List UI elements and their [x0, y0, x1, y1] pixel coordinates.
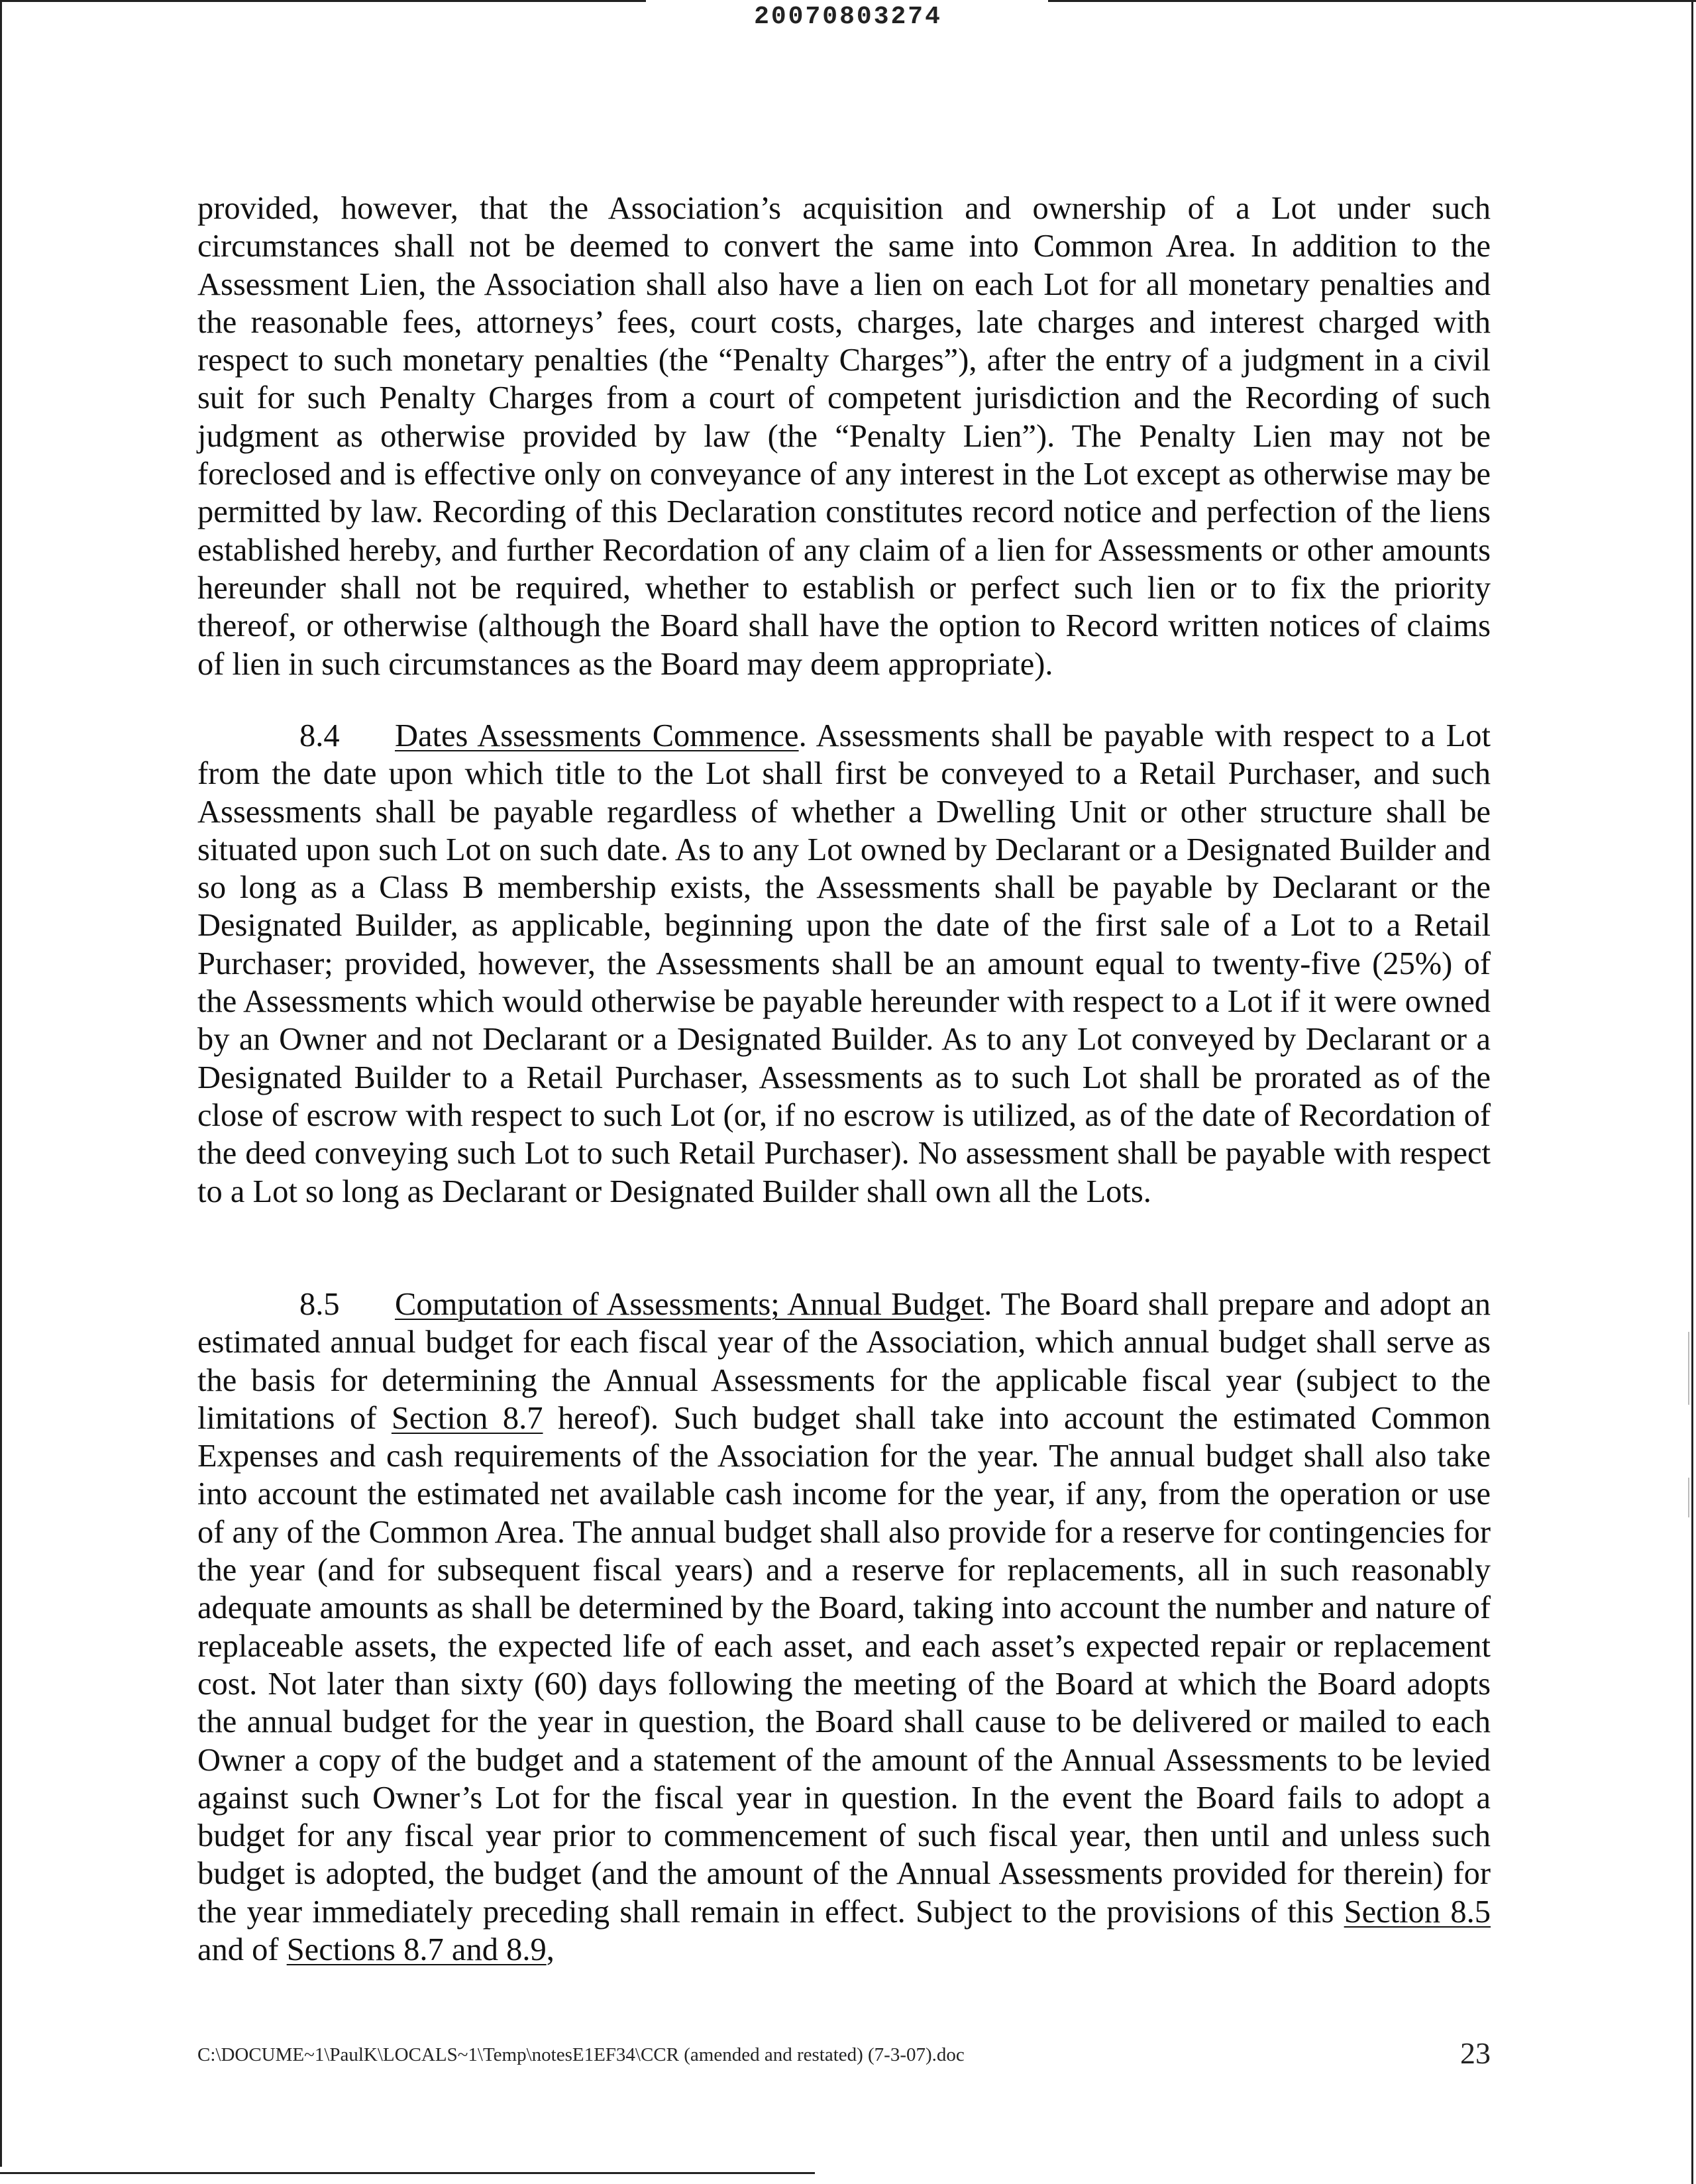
- section-reference: Section 8.7: [391, 1400, 543, 1436]
- section-number: 8.4: [299, 718, 340, 753]
- section-text-part: hereof). Such budget shall take into account the estimated Common Expenses and cash requirements of the Association for the year. The annual budget shall also take into account the estimated net available cash income for the year, if any, from the operation or use of any of the Common Area. The annual budget shall also provide for a reserve for contingencies for the year (and for subsequent fiscal years) and a reserve for replacements, all in such reasonably adequate amounts as shall be determined by the Board, taking into account the number and nature of replaceable assets, the expected life of each asset, and each asset’s expected repair or replacement cost. Not later than sixty (60) days following the meeting of the Board at which the Board adopts the annual budget for the year in question, the Board shall cause to be delivered or mailed to each Owner a copy of the budget and a statement of the amount of the Annual Assessments to be levied against such Owner’s Lot for the fiscal year in question. In the event the Board fails to adopt a budget for any fiscal year prior to commencement of such fiscal year, then until and unless such budget is adopted, the budget (and the amount of the Annual Assessments provided for therein) for the year immediately preceding shall remain in effect. Subject to the provisions of this: [197, 1400, 1491, 1930]
- scan-mark: [1688, 1332, 1689, 1405]
- paragraph-lien-continuation: [197, 190, 1491, 683]
- scan-mark: [1688, 1478, 1689, 1517]
- page-number: 23: [1460, 2036, 1491, 2070]
- section-heading: Dates Assessments Commence: [395, 718, 799, 753]
- section-number: 8.5: [299, 1287, 340, 1322]
- top-rule-right: [1048, 0, 1696, 2]
- recording-number: 20070803274: [754, 3, 942, 31]
- section-text: . Assessments shall be payable with respect to a Lot from the date upon which title to the Lot shall first be conveyed to a Retail Purchaser, and such Assessments shall be payable regardless of whether a Dwelling Unit or other structure shall be situated upon such Lot on such date. As to any Lot owned by Declarant or a Designated Builder and so long as a Class B membership exists, the Assessments shall be payable by Declarant or the Designated Builder, as applicable, beginning upon the date of the first sale of a Lot to a Retail Purchaser; provided, however, the Assessments shall be an amount equal to twenty-five (25%) of the Assessments which would otherwise be payable hereunder with respect to a Lot if it were owned by an Owner and not Declarant or a Designated Builder. As to any Lot conveyed by Declarant or a Designated Builder to a Retail Purchaser, Assessments as to such Lot shall be prorated as of the close of escrow with respect to such Lot (or, if no escrow is utilized, as of the date of Recordation of the deed conveying such Lot to such Retail Purchaser). No assessment shall be payable with respect to a Lot so long as Declarant or Designated Builder shall own all the Lots.: [197, 718, 1491, 1209]
- section-8-5: [197, 1285, 1491, 1969]
- footer-file-path: C:\DOCUME~1\PaulK\LOCALS~1\Temp\notesE1EF34\CCR (amended and restated) (7-3-07).doc: [197, 2044, 965, 2065]
- bottom-rule: [0, 2172, 815, 2174]
- section-8-4: [197, 717, 1491, 1211]
- section-text-part: and of: [197, 1932, 287, 1968]
- section-reference: Sections 8.7 and 8.9: [286, 1932, 547, 1968]
- top-rule-left: [0, 0, 646, 2]
- section-heading: Computation of Assessments; Annual Budget: [395, 1287, 984, 1322]
- paragraph-text: provided, however, that the Association’s acquisition and ownership of a Lot under such circumstances shall not be deemed to convert the same into Common Area. In addition to the Assessment Lien, the Association shall also have a lien on each Lot for all monetary penalties and the reasonable fees, attorneys’ fees, court costs, charges, late charges and interest charged with respect to such monetary penalties (the “Penalty Charges”), after the entry of a judgment in a civil suit for such Penalty Charges from a court of competent jurisdiction and the Recording of such judgment as otherwise provided by law (the “Penalty Lien”). The Penalty Lien may not be foreclosed and is effective only on conveyance of any interest in the Lot except as otherwise may be permitted by law. Recording of this Declaration constitutes record notice and perfection of the liens established hereby, and further Recordation of any claim of a lien for Assessments or other amounts hereunder shall not be required, whether to establish or perfect such lien or to fix the priority thereof, or otherwise (although the Board shall have the option to Record written notices of claims of lien in such circumstances as the Board may deem appropriate).: [197, 191, 1491, 682]
- right-edge-rule: [1691, 0, 1693, 2184]
- section-text-part: ,: [546, 1932, 555, 1968]
- section-text-part: . The Board shall prepare and adopt an estimated annual budget for each fiscal year of the Association, which annual budget shall serve as the basis for determining the Annual Assessments for the applicable fiscal year (subject to the limitations of: [197, 1287, 1491, 1436]
- section-reference: Section 8.5: [1344, 1894, 1491, 1930]
- left-edge-rule: [0, 0, 2, 2167]
